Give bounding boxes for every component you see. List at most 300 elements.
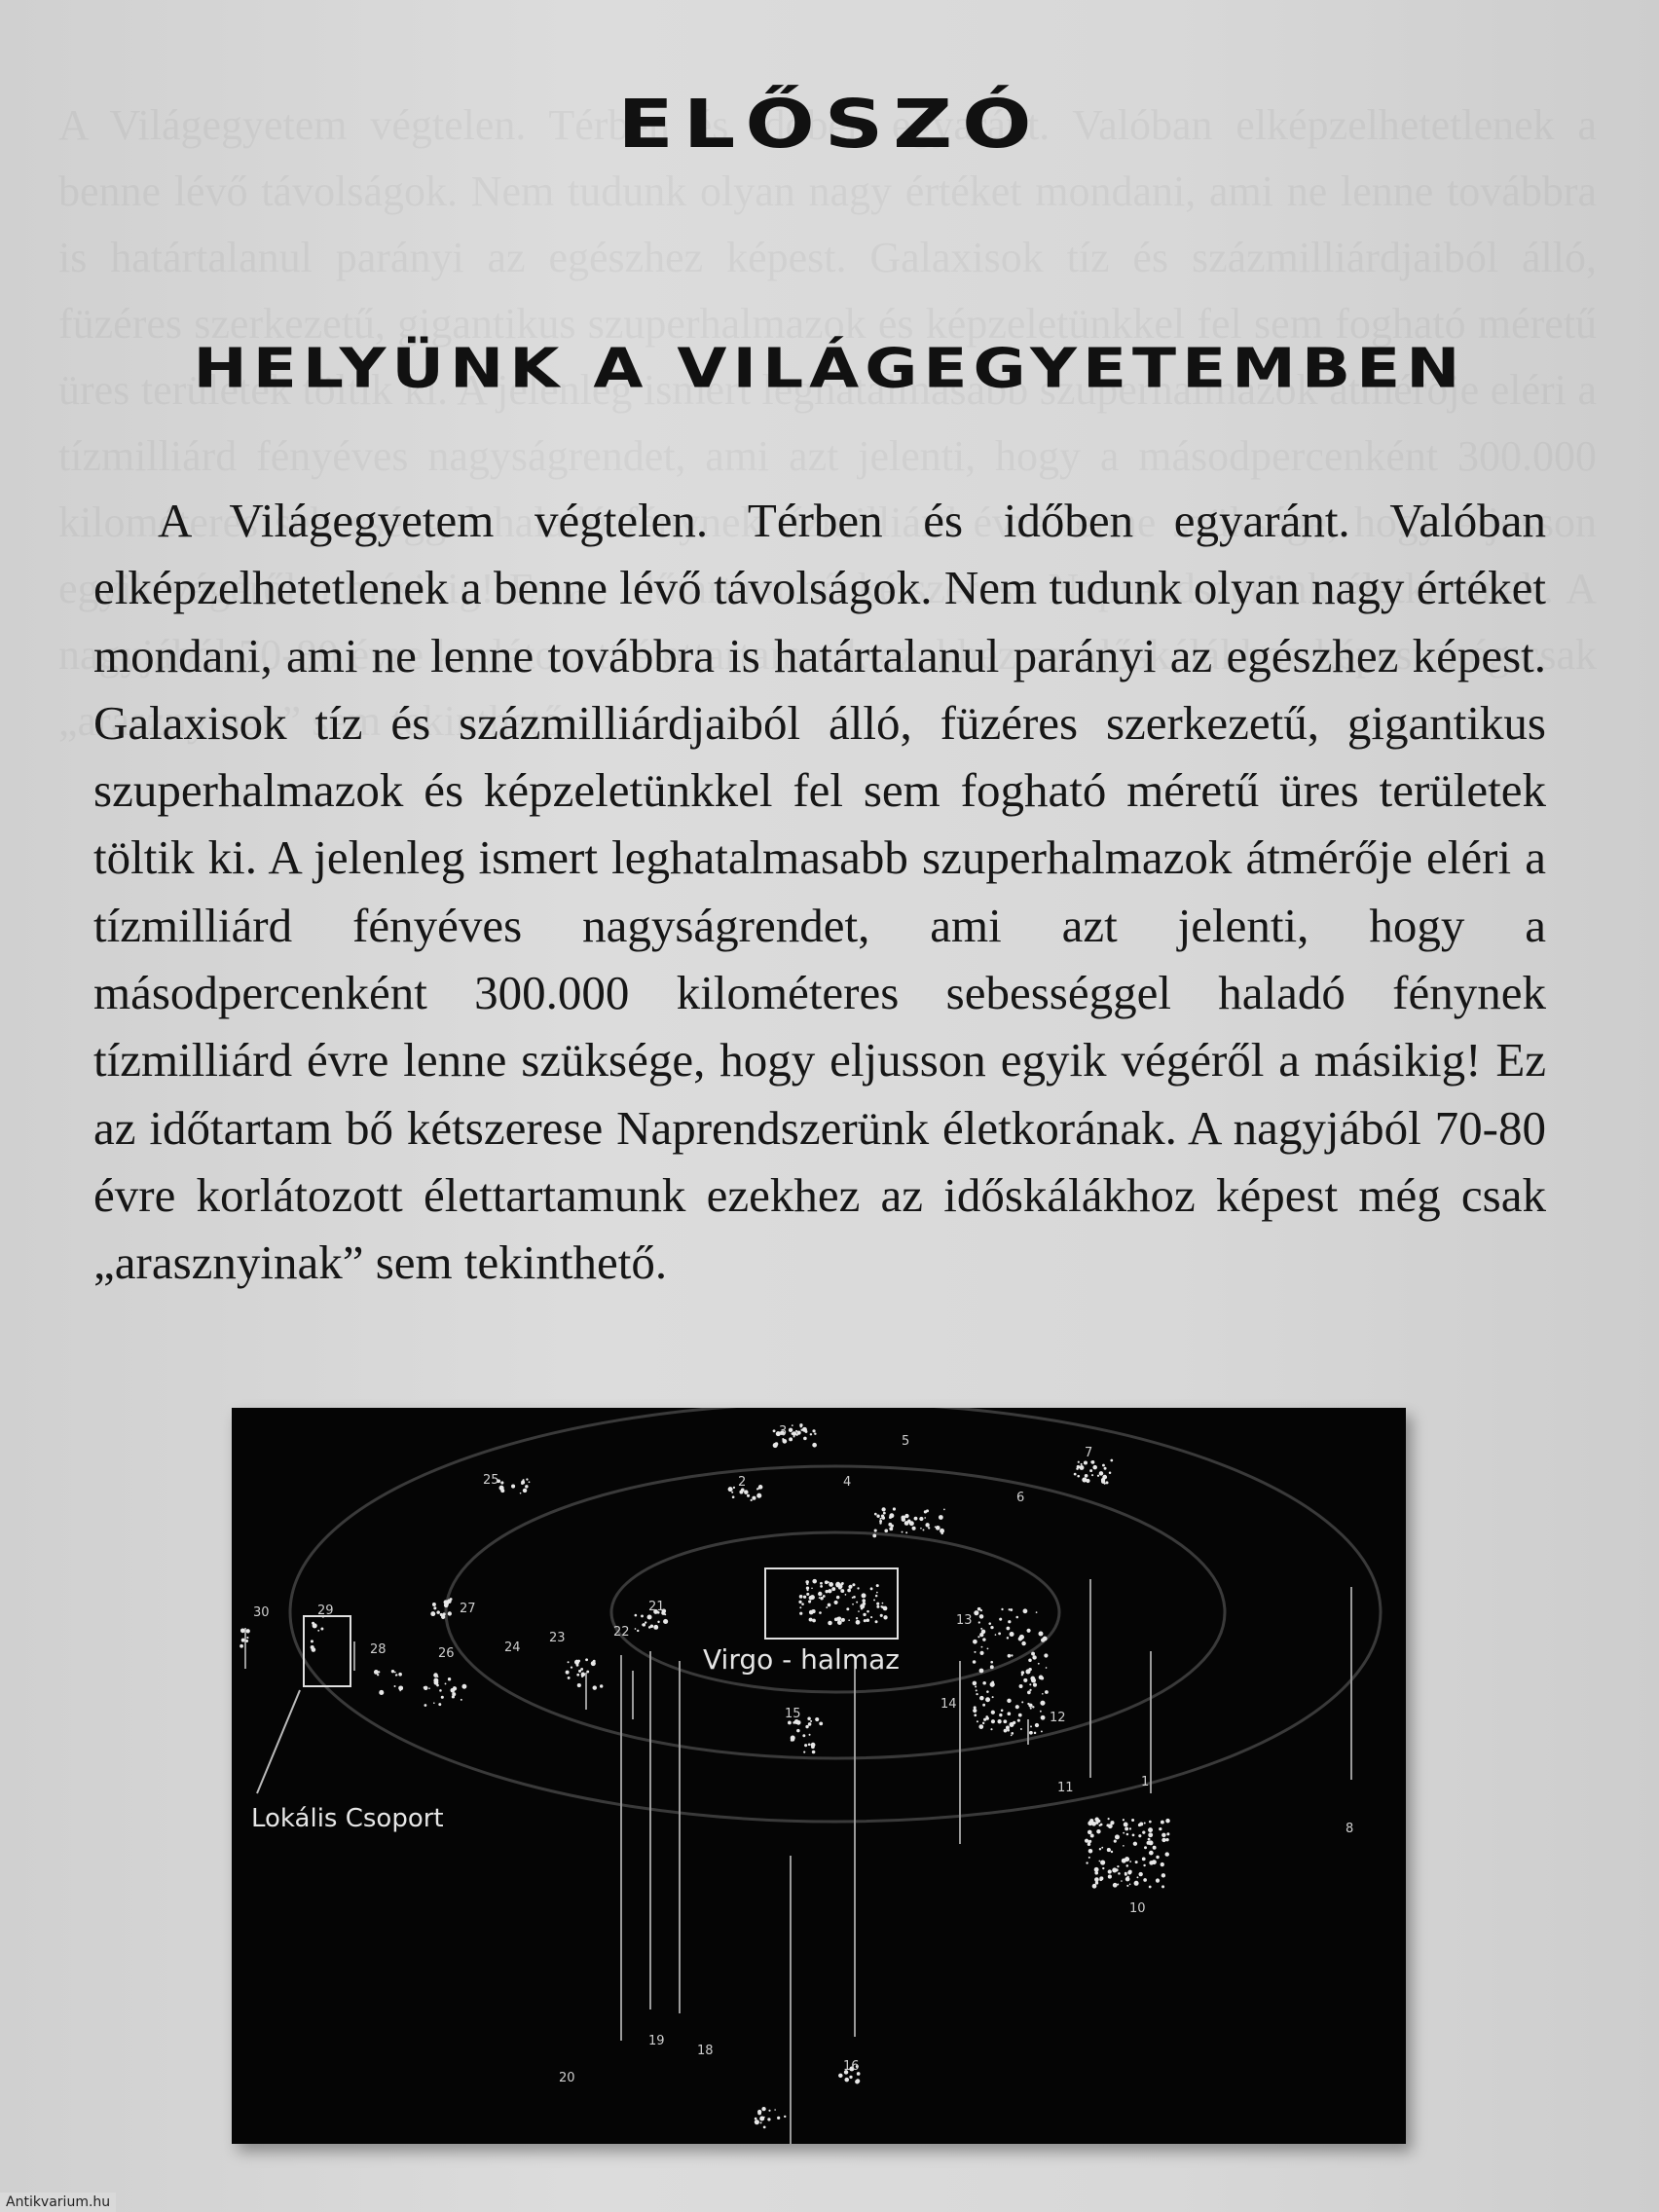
galaxy-dot — [796, 1729, 800, 1733]
cluster-number: 3 — [779, 1424, 788, 1439]
galaxy-dot — [641, 1614, 644, 1617]
galaxy-dot — [804, 1744, 807, 1747]
galaxy-dot — [856, 2079, 860, 2083]
galaxy-dot — [241, 1639, 245, 1642]
galaxy-dot — [434, 1680, 439, 1685]
cluster-number: 24 — [504, 1641, 521, 1655]
galaxy-dot — [1088, 1849, 1093, 1854]
galaxy-dot — [1011, 1654, 1013, 1656]
galaxy-dot — [1133, 1842, 1137, 1846]
galaxy-dot — [904, 1514, 908, 1518]
galaxy-dot — [523, 1489, 527, 1493]
galaxy-dot — [1129, 1827, 1131, 1829]
galaxy-dot — [600, 1684, 603, 1687]
galaxy-dot — [461, 1699, 462, 1701]
galaxy-dot — [935, 1527, 937, 1529]
cluster-number: 26 — [438, 1646, 455, 1661]
galaxy-dot — [990, 1661, 993, 1664]
galaxy-dot — [1021, 1671, 1024, 1674]
galaxy-dot — [1125, 1877, 1130, 1882]
galaxy-dot — [828, 1589, 831, 1593]
galaxy-dot — [1149, 1821, 1152, 1824]
galaxy-dot — [1030, 1708, 1032, 1710]
galaxy-dot — [1124, 1823, 1128, 1827]
galaxy-dot — [576, 1674, 579, 1677]
galaxy-dot — [1088, 1830, 1092, 1835]
galaxy-dot — [809, 1610, 814, 1615]
galaxy-dot — [1132, 1833, 1135, 1836]
galaxy-dot — [980, 1628, 982, 1630]
galaxy-dot — [893, 1507, 896, 1510]
galaxy-dot — [1108, 1869, 1112, 1873]
galaxy-dot — [875, 1595, 878, 1598]
galaxy-dot — [773, 1429, 776, 1432]
galaxy-dot — [800, 1425, 802, 1427]
cluster-number: 4 — [843, 1475, 852, 1490]
galaxy-dot — [803, 1596, 806, 1599]
galaxy-dot — [905, 1531, 907, 1533]
galaxy-dot — [812, 1619, 816, 1623]
galaxy-dot — [1010, 1632, 1014, 1637]
galaxy-dot — [1094, 1877, 1099, 1882]
galaxy-dot — [1101, 1847, 1103, 1849]
galaxy-dot — [1007, 1729, 1010, 1732]
galaxy-dot — [432, 1603, 436, 1606]
galaxy-dot — [1092, 1884, 1097, 1889]
galaxy-dot — [635, 1614, 638, 1617]
galaxy-dot — [1041, 1677, 1045, 1680]
cluster-number: 28 — [370, 1642, 387, 1657]
galaxy-dot — [1115, 1834, 1120, 1839]
galaxy-dot — [1099, 1848, 1101, 1850]
cluster-number: 6 — [1016, 1491, 1025, 1505]
galaxy-dot — [1040, 1632, 1043, 1635]
galaxy-dot — [884, 1529, 888, 1532]
galaxy-dot — [747, 1494, 750, 1497]
galaxy-dot — [1090, 1461, 1092, 1463]
galaxy-dot — [1115, 1868, 1118, 1871]
galaxy-dot — [446, 1602, 449, 1604]
galaxy-dot — [982, 1681, 986, 1685]
galaxy-dot — [802, 1734, 805, 1737]
galaxy-dot — [451, 1688, 456, 1693]
galaxy-dot — [879, 1518, 881, 1520]
galaxy-dot — [846, 1607, 849, 1610]
galaxy-dot — [973, 1660, 977, 1664]
galaxy-dot — [1008, 1654, 1012, 1658]
galaxy-dot — [1139, 1822, 1143, 1825]
supercluster-figure — [232, 1408, 1406, 2144]
cluster-number: 15 — [785, 1707, 801, 1721]
galaxy-dot — [246, 1637, 248, 1639]
galaxy-dot — [1101, 1480, 1105, 1484]
galaxy-dot — [1041, 1638, 1045, 1641]
galaxy-dot — [838, 1586, 841, 1589]
cluster-number: 5 — [902, 1434, 910, 1449]
section-title: HELYÜNK A VILÁGEGYETEMBEN — [193, 336, 1466, 401]
galaxy-dot — [1117, 1865, 1119, 1867]
galaxy-dot — [864, 1619, 866, 1622]
galaxy-dot — [783, 1439, 788, 1444]
galaxy-dot — [991, 1681, 994, 1684]
galaxy-dot — [789, 1428, 793, 1432]
galaxy-dot — [799, 1595, 803, 1599]
galaxy-dot — [1123, 1819, 1124, 1821]
galaxy-dot — [807, 1717, 811, 1721]
galaxy-dot — [1028, 1659, 1032, 1663]
galaxy-dot — [439, 1689, 442, 1692]
galaxy-dot — [874, 1529, 877, 1531]
galaxy-dot — [1108, 1818, 1110, 1820]
galaxy-dot — [774, 2109, 776, 2111]
galaxy-dot — [441, 1615, 445, 1619]
galaxy-dot — [591, 1661, 596, 1666]
galaxy-dot — [826, 1606, 828, 1608]
galaxy-dot — [1144, 1846, 1147, 1849]
galaxy-dot — [872, 1533, 876, 1537]
galaxy-dot — [1034, 1732, 1037, 1735]
galaxy-dot — [836, 1596, 840, 1600]
galaxy-dot — [926, 1509, 929, 1512]
galaxy-dot — [841, 1582, 844, 1585]
galaxy-dot — [856, 1617, 858, 1619]
galaxy-dot — [990, 1665, 994, 1669]
galaxy-dot — [424, 1686, 426, 1689]
galaxy-dot — [973, 1709, 977, 1713]
galaxy-dot — [828, 1621, 832, 1626]
galaxy-dot — [809, 1734, 811, 1736]
galaxy-dot — [862, 1593, 866, 1598]
galaxy-dot — [1007, 1637, 1009, 1639]
galaxy-dot — [1097, 1820, 1100, 1823]
galaxy-dot — [733, 1487, 735, 1489]
galaxy-dot — [1099, 1876, 1103, 1880]
galaxy-dot — [526, 1478, 528, 1480]
galaxy-dot — [810, 1433, 812, 1435]
galaxy-dot — [831, 1587, 835, 1591]
galaxy-dot — [398, 1673, 402, 1677]
galaxy-dot — [980, 1609, 982, 1611]
galaxy-dot — [988, 1622, 991, 1625]
galaxy-dot — [1021, 1701, 1023, 1703]
galaxy-dot — [1165, 1819, 1170, 1824]
galaxy-dot — [884, 1608, 886, 1610]
galaxy-dot — [828, 1581, 830, 1583]
galaxy-dot — [995, 1634, 997, 1636]
galaxy-dot — [1040, 1701, 1045, 1706]
watermark: Antikvarium.hu — [0, 2193, 116, 2212]
galaxy-dot — [876, 1605, 879, 1608]
galaxy-dot — [981, 1646, 983, 1648]
galaxy-dot — [648, 1626, 651, 1629]
galaxy-dot — [840, 1589, 844, 1593]
galaxy-dot — [424, 1704, 427, 1707]
galaxy-dot — [866, 1610, 869, 1613]
galaxy-dot — [391, 1670, 394, 1673]
galaxy-dot — [500, 1481, 503, 1484]
galaxy-dot — [1074, 1473, 1077, 1476]
galaxy-dot — [1028, 1668, 1031, 1671]
galaxy-dot — [1134, 1881, 1139, 1886]
galaxy-dot — [1138, 1834, 1141, 1837]
galaxy-dot — [1017, 1719, 1020, 1722]
galaxy-dot — [1106, 1824, 1109, 1826]
galaxy-dot — [985, 1697, 990, 1702]
galaxy-dot — [756, 1493, 761, 1498]
galaxy-dot — [436, 1610, 440, 1614]
galaxy-dot — [586, 1671, 589, 1674]
galaxy-dot — [755, 2120, 759, 2124]
galaxy-dot — [873, 1599, 875, 1601]
galaxy-dot — [1129, 1884, 1131, 1886]
galaxy-dot — [1102, 1464, 1105, 1467]
galaxy-dot — [882, 1516, 885, 1519]
galaxy-dot — [1018, 1714, 1022, 1717]
galaxy-dot — [1153, 1846, 1157, 1850]
galaxy-dot — [812, 1579, 817, 1584]
galaxy-dot — [883, 1615, 887, 1619]
galaxy-dot — [788, 1721, 792, 1725]
galaxy-dot — [801, 1603, 804, 1605]
galaxy-dot — [240, 1628, 245, 1633]
galaxy-dot — [1019, 1684, 1023, 1688]
galaxy-dot — [803, 1437, 807, 1441]
galaxy-dot — [645, 1621, 646, 1623]
galaxy-dot — [997, 1719, 1001, 1723]
galaxy-dot — [999, 1618, 1002, 1621]
galaxy-dot — [982, 1704, 985, 1707]
galaxy-dot — [1165, 1852, 1169, 1856]
galaxy-dot — [1089, 1469, 1092, 1472]
galaxy-dot — [975, 1685, 977, 1687]
cluster-number: 2 — [738, 1475, 747, 1490]
galaxy-dot — [982, 1638, 985, 1641]
galaxy-dot — [882, 1603, 884, 1604]
galaxy-dot — [1147, 1841, 1151, 1845]
galaxy-dot — [857, 1587, 859, 1589]
galaxy-dot — [378, 1671, 380, 1673]
galaxy-dot — [844, 2078, 849, 2083]
galaxy-dot — [1015, 1705, 1019, 1709]
galaxy-dot — [635, 1628, 637, 1630]
cluster-number: 11 — [1057, 1781, 1074, 1795]
galaxy-dot — [1099, 1473, 1101, 1475]
galaxy-dot — [1124, 1872, 1127, 1875]
cluster-number: 23 — [549, 1631, 566, 1645]
galaxy-dot — [568, 1677, 571, 1679]
galaxy-dot — [1100, 1860, 1105, 1864]
galaxy-dot — [1144, 1823, 1146, 1825]
galaxy-dot — [1021, 1641, 1026, 1646]
galaxy-dot — [1088, 1857, 1090, 1859]
galaxy-dot — [1149, 1886, 1152, 1889]
galaxy-dot — [585, 1658, 588, 1661]
galaxy-dot — [834, 1618, 838, 1622]
galaxy-dot — [880, 1614, 883, 1617]
galaxy-dot — [990, 1728, 992, 1730]
galaxy-dot — [1161, 1862, 1164, 1866]
galaxy-dot — [1077, 1465, 1080, 1468]
galaxy-dot — [828, 1604, 831, 1607]
cluster-number: 22 — [613, 1625, 630, 1640]
galaxy-dot — [876, 1514, 879, 1517]
galaxy-dot — [1006, 1726, 1010, 1730]
galaxy-dot — [755, 2118, 757, 2120]
galaxy-dot — [1099, 1471, 1104, 1476]
galaxy-dot — [791, 1738, 794, 1742]
galaxy-dot — [876, 1584, 879, 1587]
galaxy-dot — [1032, 1706, 1034, 1708]
cluster-number: 8 — [1346, 1822, 1354, 1836]
galaxy-dot — [838, 2074, 842, 2078]
galaxy-dot — [395, 1674, 397, 1676]
galaxy-dot — [974, 1610, 978, 1615]
galaxy-dot — [1142, 1831, 1145, 1834]
galaxy-dot — [889, 1527, 893, 1530]
galaxy-dot — [246, 1629, 250, 1633]
galaxy-dot — [767, 2118, 770, 2120]
galaxy-dot — [441, 1696, 444, 1699]
galaxy-dot — [744, 1490, 748, 1493]
cluster-number: 25 — [483, 1473, 499, 1488]
galaxy-dot — [812, 1751, 816, 1754]
galaxy-dot — [799, 1612, 802, 1615]
galaxy-dot — [1004, 1729, 1008, 1733]
galaxy-dot — [981, 1630, 985, 1634]
galaxy-dot — [580, 1668, 583, 1671]
galaxy-dot — [799, 1606, 801, 1608]
galaxy-dot — [576, 1664, 579, 1667]
galaxy-dot — [888, 1523, 892, 1527]
galaxy-dot — [1102, 1475, 1107, 1480]
cluster-number: 30 — [253, 1605, 270, 1620]
galaxy-dot — [757, 1488, 759, 1490]
galaxy-dot — [520, 1493, 522, 1494]
galaxy-dot — [819, 1721, 823, 1725]
galaxy-dot — [940, 1532, 942, 1534]
cluster-number: 12 — [1050, 1711, 1066, 1725]
galaxy-dot — [805, 1725, 808, 1728]
galaxy-dot — [1019, 1635, 1024, 1640]
virgo-label: Virgo - halmaz — [703, 1643, 900, 1676]
galaxy-dot — [731, 1492, 733, 1493]
galaxy-dot — [1007, 1712, 1011, 1715]
galaxy-dot — [789, 1437, 793, 1441]
galaxy-dot — [1161, 1838, 1165, 1842]
galaxy-dot — [1097, 1475, 1099, 1477]
galaxy-dot — [1011, 1735, 1013, 1737]
galaxy-dot — [312, 1647, 316, 1652]
galaxy-dot — [1095, 1881, 1098, 1884]
galaxy-dot — [852, 1583, 855, 1586]
galaxy-dot — [784, 2116, 786, 2118]
galaxy-dot — [983, 1718, 986, 1721]
galaxy-dot — [976, 1689, 977, 1691]
galaxy-dot — [803, 1751, 805, 1753]
galaxy-dot — [399, 1690, 401, 1692]
galaxy-dot — [757, 2112, 761, 2116]
galaxy-dot — [1148, 1838, 1151, 1841]
galaxy-dot — [1010, 1608, 1013, 1611]
cluster-number: 27 — [460, 1602, 476, 1616]
cluster-number: 18 — [697, 2044, 714, 2058]
galaxy-dot — [1094, 1871, 1098, 1875]
galaxy-dot — [394, 1672, 396, 1674]
galaxy-dot — [751, 1499, 753, 1501]
galaxy-dot — [806, 1583, 808, 1585]
galaxy-dot — [1108, 1875, 1112, 1879]
galaxy-dot — [1091, 1474, 1093, 1476]
galaxy-dot — [835, 1582, 840, 1587]
galaxy-dot — [818, 1592, 822, 1596]
galaxy-dot — [577, 1660, 580, 1663]
galaxy-dot — [1143, 1864, 1145, 1866]
galaxy-dot — [1104, 1467, 1107, 1470]
galaxy-dot — [848, 1585, 852, 1589]
galaxy-dot — [649, 1616, 651, 1618]
galaxy-dot — [1086, 1479, 1089, 1483]
galaxy-dot — [1042, 1693, 1044, 1695]
cluster-number: 13 — [956, 1613, 973, 1628]
galaxy-dot — [1044, 1653, 1048, 1657]
cluster-number: 16 — [843, 2059, 860, 2074]
galaxy-dot — [1100, 1824, 1103, 1826]
galaxy-dot — [240, 1644, 243, 1648]
galaxy-dot — [858, 1610, 860, 1612]
galaxy-dot — [856, 1602, 858, 1604]
galaxy-dot — [1088, 1840, 1091, 1843]
galaxy-dot — [920, 1528, 922, 1530]
local-group-box — [304, 1616, 350, 1686]
galaxy-dot — [1036, 1611, 1038, 1613]
galaxy-dot — [974, 1714, 977, 1716]
galaxy-dot — [461, 1684, 466, 1689]
galaxy-dot — [500, 1489, 504, 1493]
galaxy-dot — [924, 1517, 926, 1519]
galaxy-dot — [991, 1711, 995, 1714]
galaxy-dot — [523, 1479, 525, 1481]
galaxy-dot — [1001, 1608, 1003, 1610]
galaxy-dot — [511, 1485, 515, 1489]
galaxy-dot — [1113, 1883, 1118, 1888]
galaxy-dot — [445, 1682, 447, 1684]
galaxy-dot — [919, 1517, 923, 1521]
galaxy-dot — [568, 1661, 570, 1663]
galaxy-dot — [1032, 1655, 1036, 1659]
galaxy-dot — [1156, 1879, 1160, 1883]
galaxy-dot — [1136, 1876, 1138, 1878]
galaxy-dot — [1126, 1885, 1128, 1887]
galaxy-dot — [433, 1606, 436, 1609]
galaxy-dot — [1161, 1873, 1165, 1877]
galaxy-dot — [777, 2117, 780, 2120]
galaxy-dot — [1126, 1833, 1129, 1836]
galaxy-dot — [768, 2110, 770, 2112]
galaxy-dot — [853, 1596, 856, 1599]
galaxy-dot — [978, 1724, 983, 1729]
galaxy-dot — [653, 1625, 658, 1630]
galaxy-dot — [245, 1640, 248, 1642]
galaxy-dot — [1033, 1683, 1037, 1687]
galaxy-dot — [1007, 1699, 1011, 1703]
galaxy-dot — [811, 1587, 813, 1589]
galaxy-dot — [815, 1717, 819, 1721]
galaxy-dot — [979, 1669, 984, 1674]
galaxy-dot — [1161, 1833, 1165, 1837]
galaxy-dot — [1161, 1821, 1164, 1825]
galaxy-dot — [1006, 1627, 1010, 1631]
cluster-number: 21 — [648, 1600, 665, 1614]
